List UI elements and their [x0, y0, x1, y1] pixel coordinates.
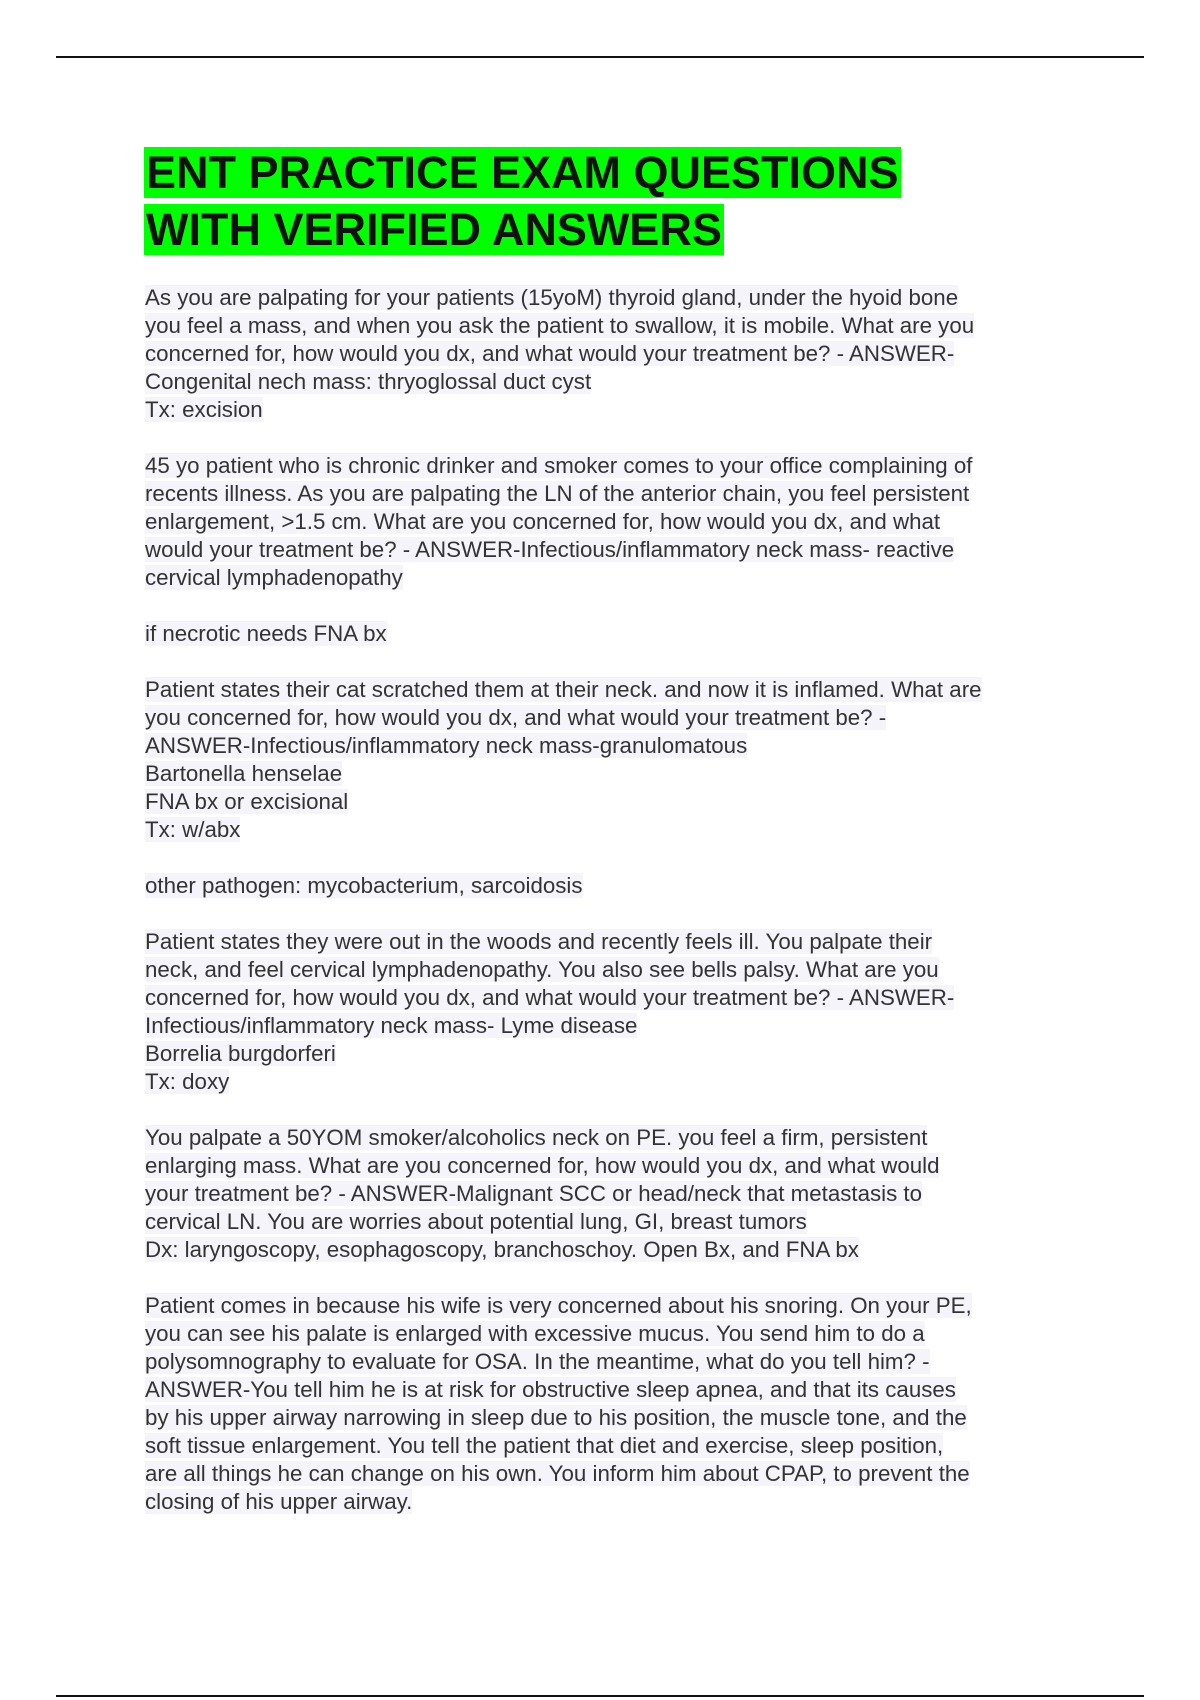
qa-line: [145, 676, 1055, 704]
qa-line-text: are all things he can change on his own. You inform him about CPAP, to prevent the: [145, 1461, 970, 1486]
qa-line: [145, 984, 1055, 1012]
qa-line: [145, 1012, 1055, 1040]
qa-block: [145, 452, 1055, 592]
qa-line-text: Congenital nech mass: thryoglossal duct cyst: [145, 369, 592, 394]
qa-line-text: you concerned for, how would you dx, and what would your treatment be? -: [145, 705, 887, 730]
qa-content: [145, 284, 1055, 1544]
qa-line-text: recents illness. As you are palpating the LN of the anterior chain, you feel persistent: [145, 481, 970, 506]
qa-line: [145, 284, 1055, 312]
qa-line: [145, 1488, 1055, 1516]
qa-line: [145, 1432, 1055, 1460]
qa-block: [145, 1124, 1055, 1264]
qa-line: [145, 872, 1055, 900]
qa-line-text: Dx: laryngoscopy, esophagoscopy, branchoschoy. Open Bx, and FNA bx: [145, 1237, 859, 1262]
qa-line-text: you can see his palate is enlarged with excessive mucus. You send him to do a: [145, 1321, 925, 1346]
qa-line-text: ANSWER-You tell him he is at risk for obstructive sleep apnea, and that its causes: [145, 1377, 956, 1402]
qa-line: [145, 732, 1055, 760]
qa-line-text: Tx: excision: [145, 397, 263, 422]
qa-line-text: your treatment be? - ANSWER-Malignant SCC or head/neck that metastasis to: [145, 1181, 923, 1206]
qa-line: [145, 480, 1055, 508]
qa-block: [145, 620, 1055, 648]
title-line-2: WITH VERIFIED ANSWERS: [146, 204, 722, 255]
qa-line: [145, 1124, 1055, 1152]
qa-line: [145, 620, 1055, 648]
qa-line-text: As you are palpating for your patients (15yoM) thyroid gland, under the hyoid bone: [145, 285, 959, 310]
qa-line: [145, 536, 1055, 564]
qa-line: [145, 1292, 1055, 1320]
qa-line-text: would your treatment be? - ANSWER-Infectious/inflammatory neck mass- reactive: [145, 537, 955, 562]
qa-line: [145, 816, 1055, 844]
qa-line-text: Patient states they were out in the woods and recently feels ill. You palpate their: [145, 929, 933, 954]
qa-line: [145, 508, 1055, 536]
qa-block: [145, 676, 1055, 844]
qa-line: [145, 704, 1055, 732]
qa-line-text: neck, and feel cervical lymphadenopathy. You also see bells palsy. What are you: [145, 957, 939, 982]
header-rule: [56, 56, 1144, 58]
qa-line: [145, 452, 1055, 480]
qa-line-text: by his upper airway narrowing in sleep due to his position, the muscle tone, and the: [145, 1405, 967, 1430]
qa-line-text: cervical LN. You are worries about potential lung, GI, breast tumors: [145, 1209, 807, 1234]
qa-line: [145, 1040, 1055, 1068]
qa-line-text: 45 yo patient who is chronic drinker and smoker comes to your office complaining of: [145, 453, 973, 478]
qa-line: [145, 396, 1055, 424]
qa-line: [145, 1348, 1055, 1376]
qa-line-text: Borrelia burgdorferi: [145, 1041, 336, 1066]
qa-line-text: Infectious/inflammatory neck mass- Lyme disease: [145, 1013, 638, 1038]
qa-line: [145, 1320, 1055, 1348]
qa-line: [145, 928, 1055, 956]
qa-line-text: ANSWER-Infectious/inflammatory neck mass-granulomatous: [145, 733, 748, 758]
qa-line-text: Patient states their cat scratched them at their neck. and now it is inflamed. What are: [145, 677, 982, 702]
qa-line-text: concerned for, how would you dx, and what would your treatment be? - ANSWER-: [145, 985, 955, 1010]
qa-line-text: enlargement, >1.5 cm. What are you concerned for, how would you dx, and what: [145, 509, 941, 534]
qa-line: [145, 1404, 1055, 1432]
qa-line: [145, 1208, 1055, 1236]
qa-line: [145, 1068, 1055, 1096]
qa-line-text: Tx: doxy: [145, 1069, 230, 1094]
qa-line: [145, 1376, 1055, 1404]
qa-block: [145, 1292, 1055, 1516]
qa-line: [145, 368, 1055, 396]
qa-line-text: you feel a mass, and when you ask the patient to swallow, it is mobile. What are you: [145, 313, 975, 338]
qa-block: [145, 872, 1055, 900]
qa-block: [145, 928, 1055, 1096]
qa-line: [145, 1236, 1055, 1264]
qa-line-text: other pathogen: mycobacterium, sarcoidosis: [145, 873, 583, 898]
qa-line-text: polysomnography to evaluate for OSA. In the meantime, what do you tell him? -: [145, 1349, 930, 1374]
qa-line-text: cervical lymphadenopathy: [145, 565, 403, 590]
qa-line-text: Patient comes in because his wife is very concerned about his snoring. On your PE,: [145, 1293, 972, 1318]
qa-line-text: closing of his upper airway.: [145, 1489, 413, 1514]
qa-line: [145, 956, 1055, 984]
qa-line-text: concerned for, how would you dx, and what would your treatment be? - ANSWER-: [145, 341, 955, 366]
qa-line: [145, 788, 1055, 816]
qa-line: [145, 312, 1055, 340]
qa-line-text: You palpate a 50YOM smoker/alcoholics neck on PE. you feel a firm, persistent: [145, 1125, 928, 1150]
footer-rule: [56, 1695, 1144, 1697]
qa-line-text: Tx: w/abx: [145, 817, 241, 842]
qa-block: [145, 284, 1055, 424]
qa-line-text: Bartonella henselae: [145, 761, 343, 786]
qa-line: [145, 1460, 1055, 1488]
qa-line: [145, 564, 1055, 592]
qa-line-text: enlarging mass. What are you concerned for, how would you dx, and what would: [145, 1153, 940, 1178]
qa-line-text: FNA bx or excisional: [145, 789, 349, 814]
qa-line-text: soft tissue enlargement. You tell the patient that diet and exercise, sleep position,: [145, 1433, 944, 1458]
qa-line: [145, 1180, 1055, 1208]
title-line-1: ENT PRACTICE EXAM QUESTIONS: [146, 147, 899, 198]
qa-line-text: if necrotic needs FNA bx: [145, 621, 387, 646]
qa-line: [145, 1152, 1055, 1180]
qa-line: [145, 340, 1055, 368]
document-title: [144, 144, 1044, 258]
qa-line: [145, 760, 1055, 788]
